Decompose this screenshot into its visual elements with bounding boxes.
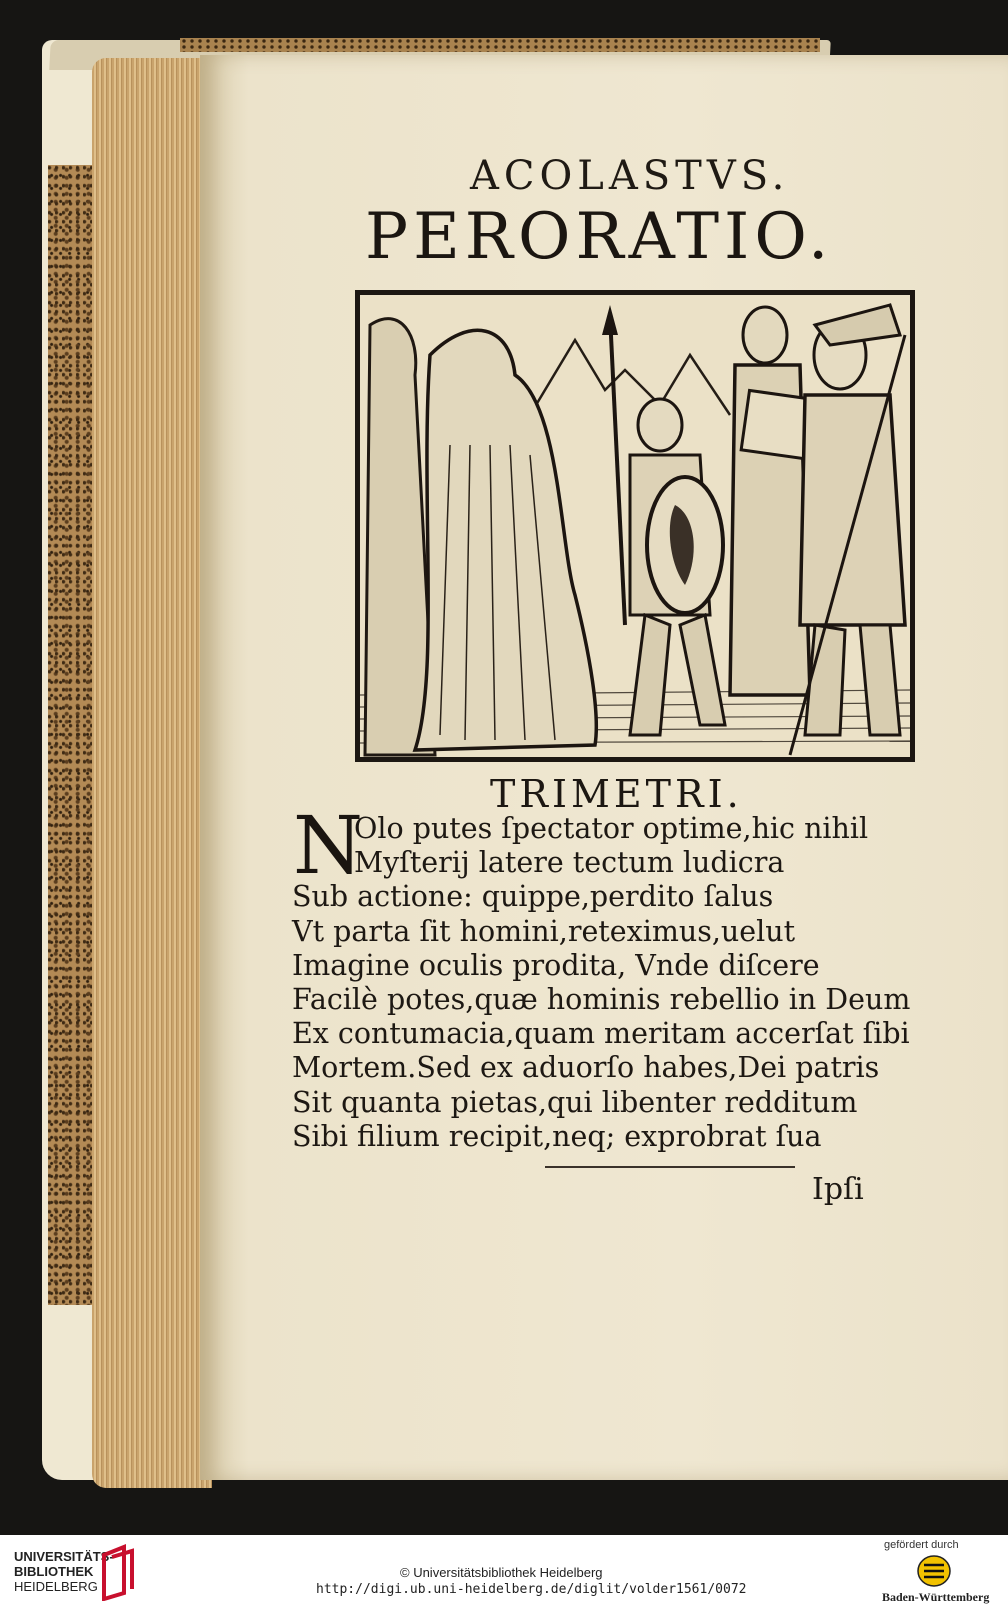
library-name-line: HEIDELBERG — [14, 1579, 98, 1594]
verse-block — [292, 812, 932, 1154]
page-edges — [92, 58, 212, 1488]
verse-line: Vt parta ſit homini,reteximus,uelut — [292, 914, 796, 948]
verse-line: Imagine oculis prodita, Vnde diſcere — [292, 948, 820, 982]
verse-line: Ex contumacia,quam meritam accerſat ſibi — [292, 1017, 910, 1051]
verse-line: Olo putes ſpectator optime,hic nihil — [354, 812, 869, 845]
section-title: PERORATIO. — [365, 200, 834, 274]
verse-line: Mortem.Sed ex aduorſo habes,Dei patris — [292, 1051, 880, 1085]
woodcut-illustration — [355, 290, 915, 762]
verse-line: Sub actione: quippe,perdito ſalus — [292, 880, 774, 914]
running-head: ACOLASTVS. — [470, 153, 790, 199]
divider-rule — [545, 1166, 795, 1168]
verse-line: Facilè potes,quæ hominis rebellio in Deum — [292, 982, 911, 1016]
library-name-line: BIBLIOTHEK — [14, 1564, 94, 1579]
verse-line: Sit quanta pietas,qui libenter redditum — [292, 1085, 858, 1119]
cover-top-marble — [180, 38, 820, 52]
catchword: Ipſi — [812, 1172, 864, 1207]
baden-wuerttemberg-crest-icon — [917, 1555, 951, 1587]
funded-by-label: gefördert durch — [884, 1539, 959, 1551]
funder-name: Baden-Württemberg — [882, 1590, 990, 1604]
verse-line: Sibi filium recipit,neq; exprobrat ſua — [292, 1119, 822, 1153]
drop-capital: N — [293, 799, 363, 892]
verse-heading: TRIMETRI. — [490, 772, 743, 816]
permalink-url[interactable]: http://digi.ub.uni-heidelberg.de/diglit/volder1561/0072 — [316, 1582, 747, 1597]
copyright-notice: © Universitätsbibliothek Heidelberg — [400, 1565, 603, 1580]
library-name-line: UNIVERSITÄTS- — [14, 1549, 114, 1564]
library-logo-icon — [98, 1543, 140, 1601]
woodcut-figures — [360, 295, 910, 757]
verse-line: Myſterij latere tectum ludicra — [354, 846, 785, 880]
library-footer — [0, 1535, 1008, 1609]
